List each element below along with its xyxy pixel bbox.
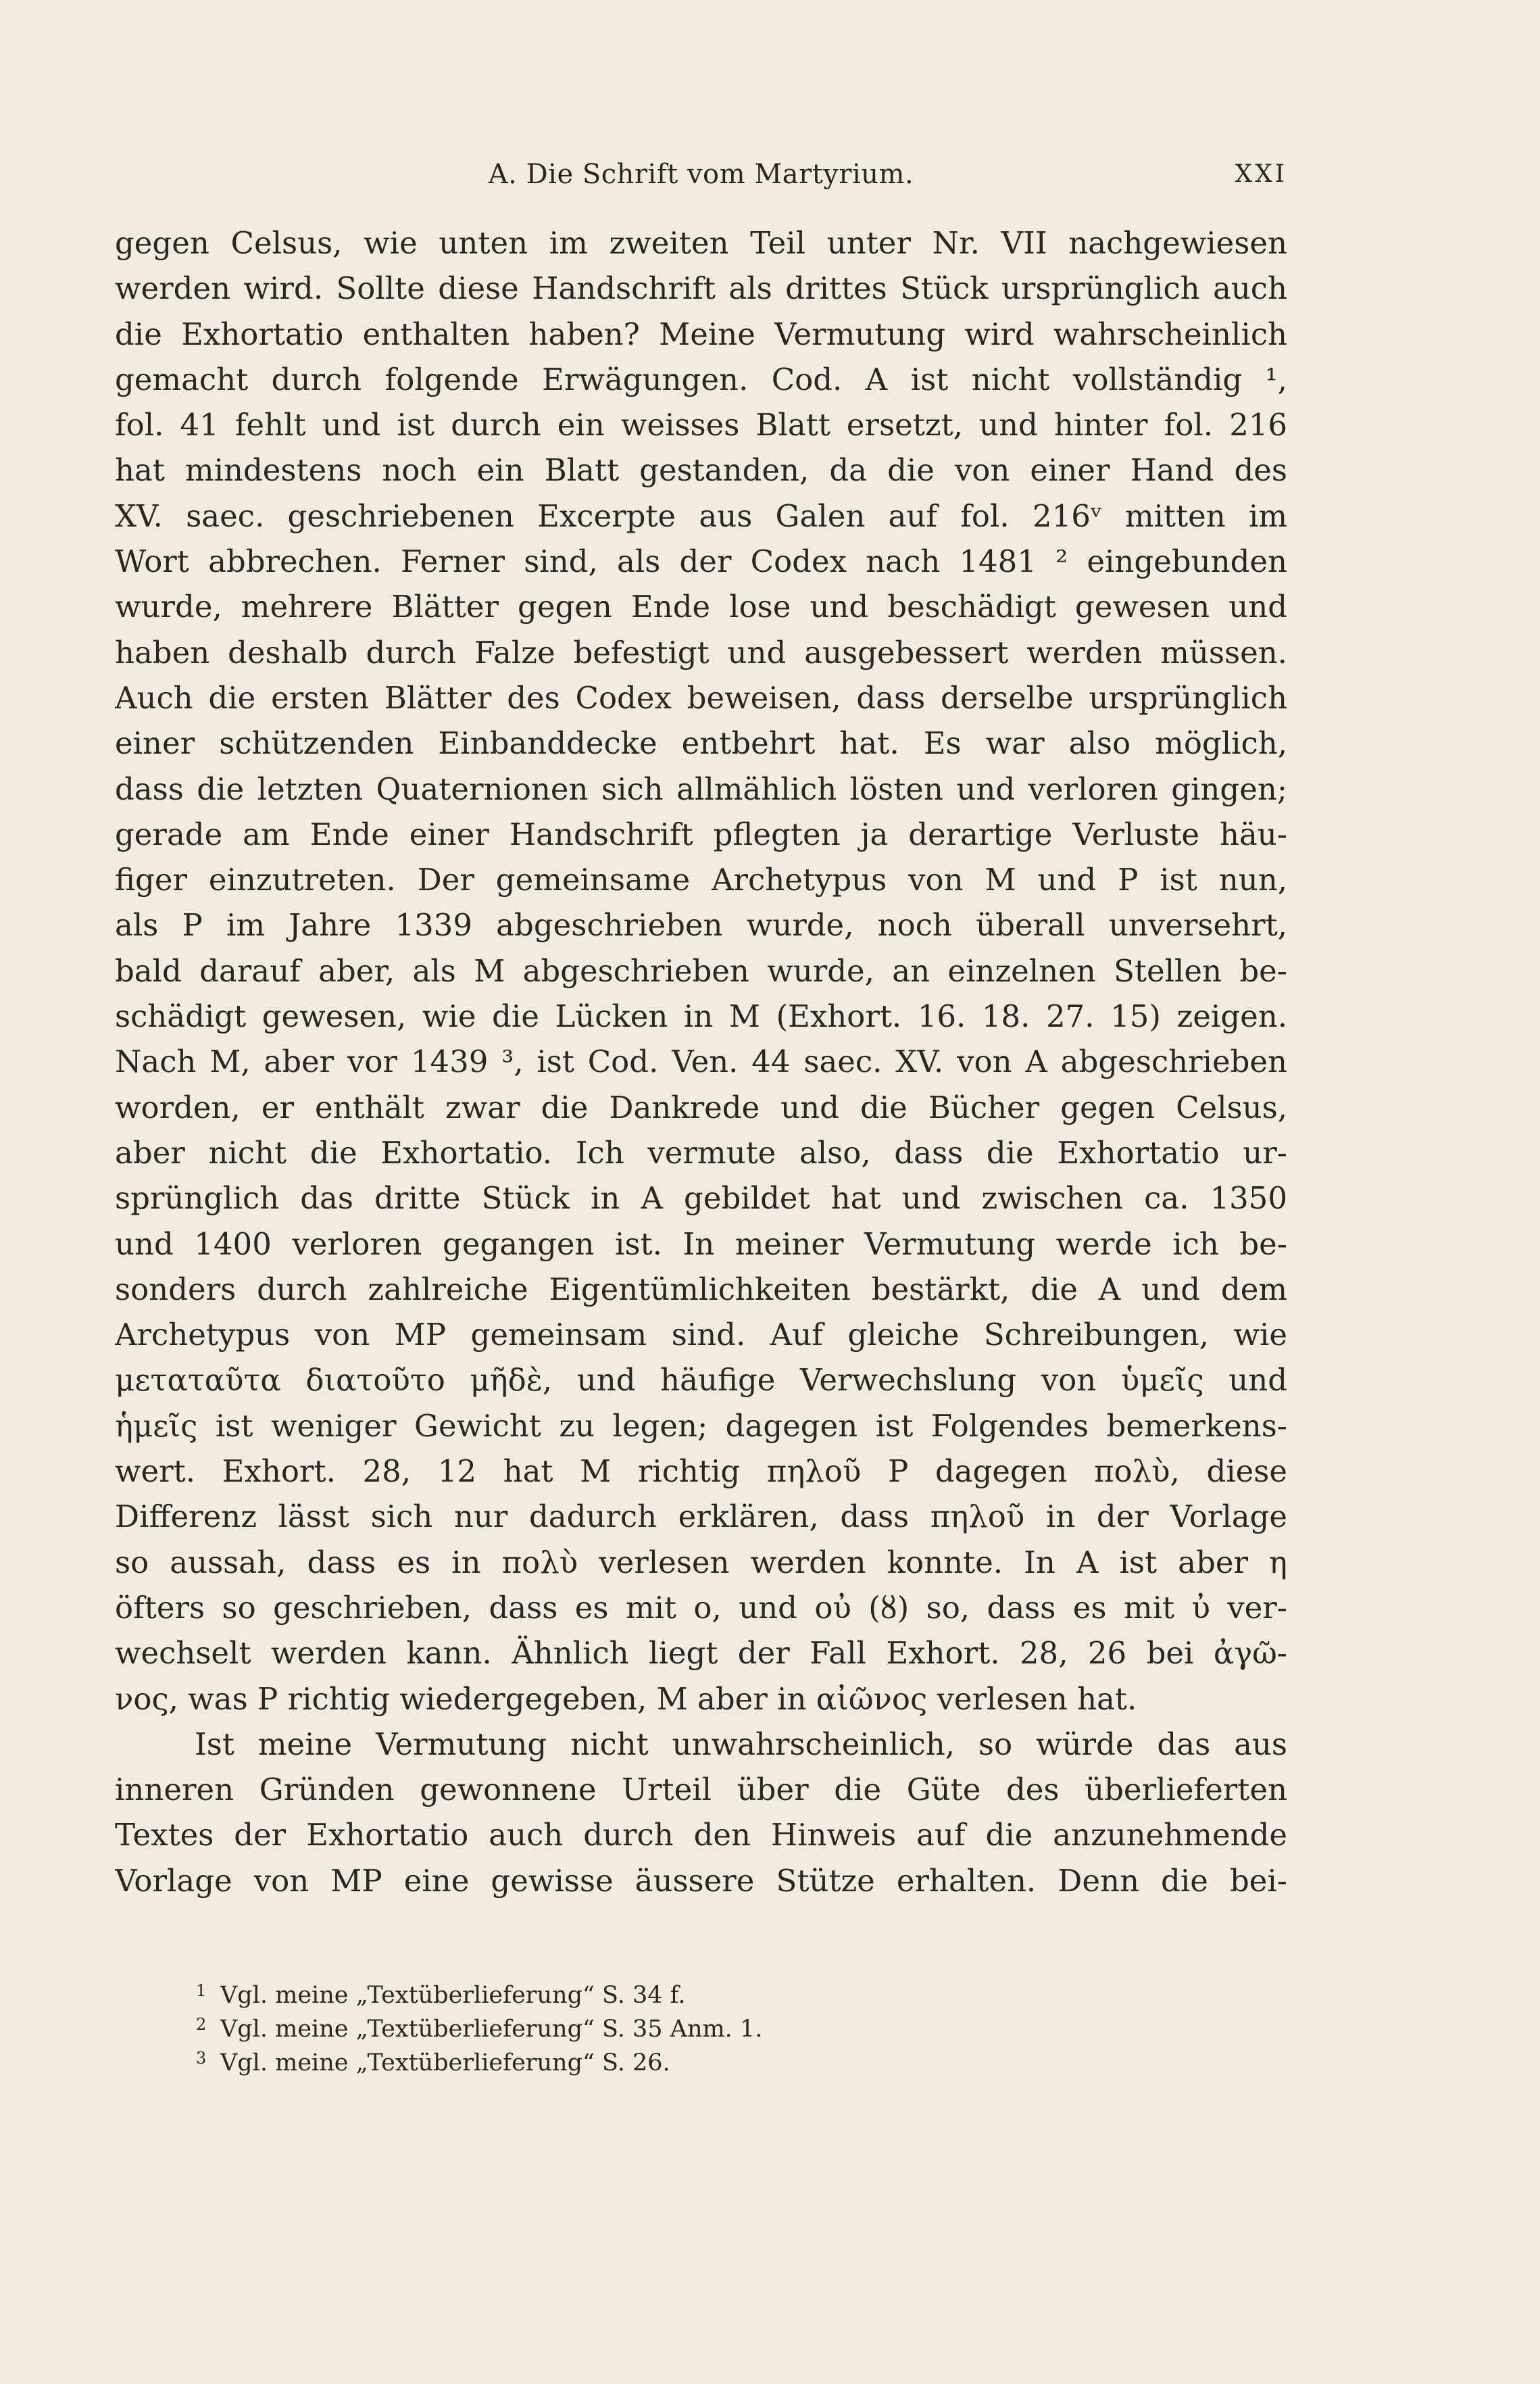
text-line: bald darauf aber, als M abgeschrieben wurde, an einzelnen Stellen be- xyxy=(115,952,1287,989)
text-line: öfters so geschrieben, dass es mit ο, und οὐ (ȣ) so, dass es mit ὐ ver- xyxy=(115,1589,1287,1626)
running-head xyxy=(115,154,1287,195)
text-line: werden wird. Sollte diese Handschrift als drittes Stück ursprünglich auch xyxy=(115,270,1287,307)
text-line: XV. saec. geschriebenen Excerpte aus Galen auf fol. 216ᵛ mitten im xyxy=(115,497,1287,534)
text-line: gegen Celsus, wie unten im zweiten Teil unter Nr. VII nachgewiesen xyxy=(115,225,1287,261)
text-line: aber nicht die Exhortatio. Ich vermute also, dass die Exhortatio ur- xyxy=(115,1134,1287,1171)
text-line: schädigt gewesen, wie die Lücken in M (Exhort. 16. 18. 27. 15) zeigen. xyxy=(115,998,1287,1035)
footnote xyxy=(196,2041,1142,2075)
text-line: figer einzutreten. Der gemeinsame Archetypus von M und P ist nun, xyxy=(115,862,1287,898)
text-line: wert. Exhort. 28, 12 hat M richtig πηλοῦ P dagegen πολὺ, diese xyxy=(115,1453,1287,1490)
text-line: als P im Jahre 1339 abgeschrieben wurde, noch überall unversehrt, xyxy=(115,907,1287,944)
text-line: wurde, mehrere Blätter gegen Ende lose und beschädigt gewesen und xyxy=(115,589,1287,625)
text-line: so aussah, dass es in πολὺ verlesen werden konnte. In A ist aber η xyxy=(115,1544,1287,1580)
text-line: hat mindestens noch ein Blatt gestanden, da die von einer Hand des xyxy=(115,452,1287,489)
footnote xyxy=(196,1974,1142,2008)
text-line: einer schützenden Einbanddecke entbehrt hat. Es war also möglich, xyxy=(115,725,1287,762)
text-line: gerade am Ende einer Handschrift pflegten ja derartige Verluste häu- xyxy=(115,816,1287,852)
text-line: Nach M, aber vor 1439 ³, ist Cod. Ven. 44 saec. XV. von A abgeschrieben xyxy=(115,1044,1287,1080)
text-line: und 1400 verloren gegangen ist. In meiner Vermutung werde ich be- xyxy=(115,1225,1287,1262)
text-line: Auch die ersten Blätter des Codex beweisen, dass derselbe ursprünglich xyxy=(115,679,1287,716)
text-line: sonders durch zahlreiche Eigentümlichkeiten bestärkt, die A und dem xyxy=(115,1271,1287,1307)
text-line: νος, was P richtig wiedergegeben, M aber in αἰῶνος verlesen hat. xyxy=(115,1680,1137,1717)
footnote-text: Vgl. meine „Textüberlieferung“ S. 26. xyxy=(220,2049,670,2076)
text-line: fol. 41 fehlt und ist durch ein weisses Blatt ersetzt, und hinter fol. 216 xyxy=(115,407,1287,443)
text-line: inneren Gründen gewonnene Urteil über die Güte des überlieferten xyxy=(115,1772,1287,1808)
text-line: Wort abbrechen. Ferner sind, als der Codex nach 1481 ² eingebunden xyxy=(115,543,1287,580)
text-line: worden, er enthält zwar die Dankrede und die Bücher gegen Celsus, xyxy=(115,1089,1287,1125)
text-line: gemacht durch folgende Erwägungen. Cod. A ist nicht vollständig ¹, xyxy=(115,361,1287,397)
text-line: wechselt werden kann. Ähnlich liegt der Fall Exhort. 28, 26 bei ἀγῶ- xyxy=(115,1635,1287,1672)
footnote-mark: 3 xyxy=(196,2049,207,2068)
text-line: ἡμεῖς ist weniger Gewicht zu legen; dagegen ist Folgendes bemerkens- xyxy=(115,1407,1287,1444)
body-text xyxy=(115,220,1287,1903)
footnotes xyxy=(196,1974,1142,2075)
running-title: A. Die Schrift vom Martyrium. xyxy=(488,159,914,190)
text-line: Textes der Exhortatio auch durch den Hinweis auf die anzunehmende xyxy=(115,1817,1287,1853)
text-line: dass die letzten Quaternionen sich allmählich lösten und verloren gingen; xyxy=(115,771,1287,807)
footnote xyxy=(196,2008,1142,2041)
text-line: Differenz lässt sich nur dadurch erklären, dass πηλοῦ in der Vorlage xyxy=(115,1499,1287,1535)
footnote-mark: 1 xyxy=(196,1981,207,2000)
text-line: die Exhortatio enthalten haben? Meine Vermutung wird wahrscheinlich xyxy=(115,316,1287,352)
text-line: Archetypus von MP gemeinsam sind. Auf gleiche Schreibungen, wie xyxy=(115,1317,1287,1353)
text-line: Vorlage von MP eine gewisse äussere Stütze erhalten. Denn die bei- xyxy=(115,1862,1287,1899)
text-line: sprünglich das dritte Stück in A gebildet hat und zwischen ca. 1350 xyxy=(115,1180,1287,1217)
footnote-text: Vgl. meine „Textüberlieferung“ S. 35 Anm. 1. xyxy=(220,2016,763,2043)
footnote-text: Vgl. meine „Textüberlieferung“ S. 34 f. xyxy=(220,1982,686,2009)
page-number: XXI xyxy=(1235,160,1287,188)
text-line: Ist meine Vermutung nicht unwahrscheinlich, so würde das aus xyxy=(195,1726,1287,1762)
footnote-mark: 2 xyxy=(196,2015,207,2034)
text-line: μεταταῦτα διατοῦτο μῆδὲ, und häufige Verwechslung von ὑμεῖς und xyxy=(115,1362,1287,1398)
text-line: haben deshalb durch Falze befestigt und ausgebessert werden müssen. xyxy=(115,634,1287,671)
